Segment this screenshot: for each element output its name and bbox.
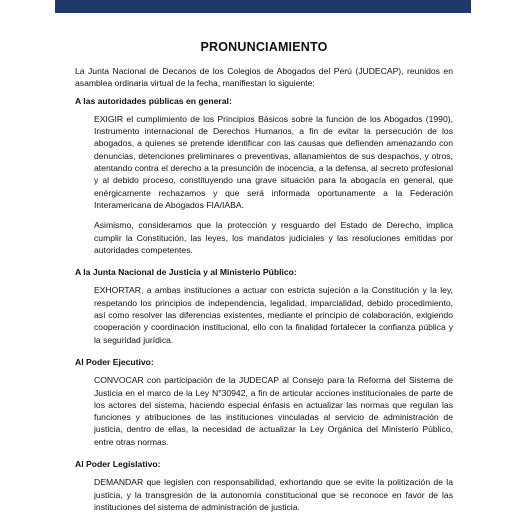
section-body-poder-ejecutivo bbox=[75, 374, 453, 448]
section-heading-jnj-ministerio: A la Junta Nacional de Justicia y al Ministerio Público: bbox=[75, 267, 297, 278]
paragraph: DEMANDAR que legislen con responsabilidad, exhortando que se evite la politización de la justicia, y la transgresión de la autonomía constitucional que se reconoce en favor de las instituciones del sistema de administración de justicia. bbox=[94, 477, 453, 512]
section-heading-poder-legislativo: Al Poder Legislativo: bbox=[75, 459, 161, 470]
section-heading-public-authorities: A las autoridades públicas en general: bbox=[75, 95, 232, 106]
paragraph: EXIGIR el cumplimiento de los Principios Básicos sobre la función de los Abogados (1990), Instrumento internacional de Derechos Humanos, a fin de evitar la persecución de los abogados, a quienes se pretende identificar con las causas que defienden amenazando con denuncias, detenciones preliminares o preventivas, allanamientos de sus despachos, y otros, atentando contra el derecho a la presunción de inocencia, a la defensa, al secreto profesional y al debido proceso, constituyendo una grave situación para la abogacía en general, que enérgicamente rechazamos y que será informada oportunamente a la Federación Interamericana de Abogados FIA/IABA. bbox=[94, 113, 453, 210]
header-bar bbox=[55, 0, 471, 13]
paragraph: Asimismo, consideramos que la protección y resguardo del Estado de Derecho, implica cumplir la Constitución, las leyes, los mandatos judiciales y las resoluciones emitidas por autoridades competentes. bbox=[94, 220, 453, 255]
section-heading-poder-ejecutivo: Al Poder Ejecutivo: bbox=[75, 356, 154, 367]
document-title: PRONUNCIAMIENTO bbox=[200, 40, 328, 54]
section-body-jnj-ministerio bbox=[75, 284, 453, 345]
intro-paragraph: La Junta Nacional de Decanos de los Colegios de Abogados del Perú (JUDECAP), reunidos en asamblea ordinaria virtual de la fecha, manifiestan lo siguiente: bbox=[75, 66, 453, 89]
document-page bbox=[75, 40, 453, 523]
section-body-poder-legislativo bbox=[75, 476, 453, 513]
paragraph: CONVOCAR con participación de la JUDECAP al Consejo para la Reforma del Sistema de Justicia en el marco de la Ley N°30942, a fin de articular acciones institucionales de parte de los actores del sistema, haciendo especial énfasis en actualizar las normas que regulan las funciones y atribuciones de las instituciones vinculadas al servicio de administración de justicia, dentro de ellas, la necesidad de actualizar la Ley Orgánica del Ministerio Público, entre otras normas. bbox=[94, 375, 453, 447]
section-body-public-authorities bbox=[75, 113, 453, 256]
paragraph: EXHORTAR, a ambas instituciones a actuar con estricta sujeción a la Constitución y la ley, respetando los principios de independencia, legalidad, imparcialidad, debido procedimiento, así como resolver las diferencias existentes, mediante el principio de colaboración, exigiendo cooperación y coordinación institucional, ello con la finalidad fortalecer la confianza pública y la seguridad jurídica. bbox=[94, 285, 453, 345]
